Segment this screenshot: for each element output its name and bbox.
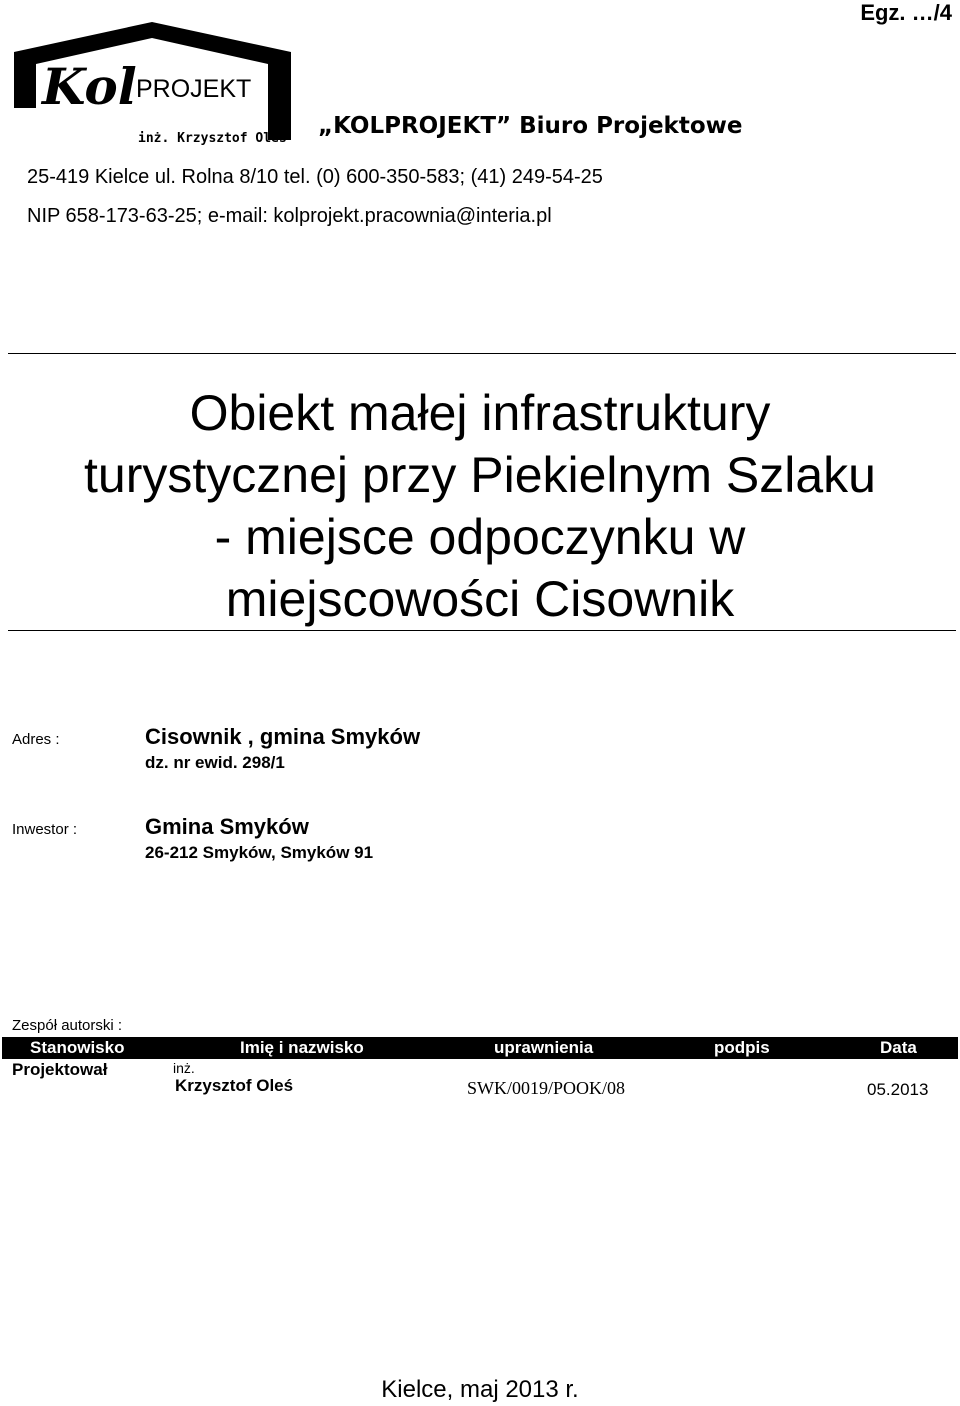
parcel-number: dz. nr ewid. 298/1 (145, 753, 285, 772)
copy-number: Egz. …/4 (860, 0, 952, 25)
address-value: Cisownik , gmina Smyków (145, 724, 421, 749)
project-title (0, 382, 960, 630)
team-label: Zespół autorski : (12, 1017, 123, 1034)
svg-text:inż. Krzysztof Oleś: inż. Krzysztof Oleś (138, 131, 287, 146)
address-label: Adres : (12, 731, 60, 748)
title-line: Obiekt małej infrastruktury (189, 385, 771, 441)
company-logo (10, 16, 296, 148)
header-license: uprawnienia (494, 1038, 594, 1057)
svg-text:PROJEKT: PROJEKT (136, 75, 252, 103)
title-bottom-rule (8, 630, 956, 631)
header-date: Data (880, 1038, 917, 1057)
title-top-rule (8, 353, 956, 354)
header-position: Stanowisko (30, 1038, 125, 1057)
person-title: inż. (173, 1060, 195, 1076)
firm-name: „KOLPROJEKT” Biuro Projektowe (318, 113, 743, 139)
firm-contact: NIP 658-173-63-25; e-mail: kolprojekt.pracownia@interia.pl (27, 205, 552, 227)
firm-address: 25-419 Kielce ul. Rolna 8/10 tel. (0) 600-350-583; (41) 249-54-25 (27, 166, 603, 188)
title-line: miejscowości Cisownik (225, 571, 735, 627)
license-number: SWK/0019/POOK/08 (467, 1078, 626, 1098)
design-date: 05.2013 (867, 1080, 929, 1099)
title-line: turystycznej przy Piekielnym Szlaku (84, 447, 876, 503)
title-line: - miejsce odpoczynku w (214, 509, 746, 565)
investor-label: Inwestor : (12, 821, 78, 838)
team-role: Projektował (12, 1060, 108, 1079)
team-table-header (2, 1037, 958, 1059)
header-signature: podpis (714, 1038, 770, 1057)
header-name: Imię i nazwisko (240, 1038, 364, 1057)
svg-text:Kol: Kol (42, 57, 137, 116)
investor-address: 26-212 Smyków, Smyków 91 (145, 843, 374, 862)
place-and-date: Kielce, maj 2013 r. (381, 1376, 579, 1403)
person-name: Krzysztof Oleś (175, 1076, 294, 1095)
investor-value: Gmina Smyków (145, 814, 309, 839)
